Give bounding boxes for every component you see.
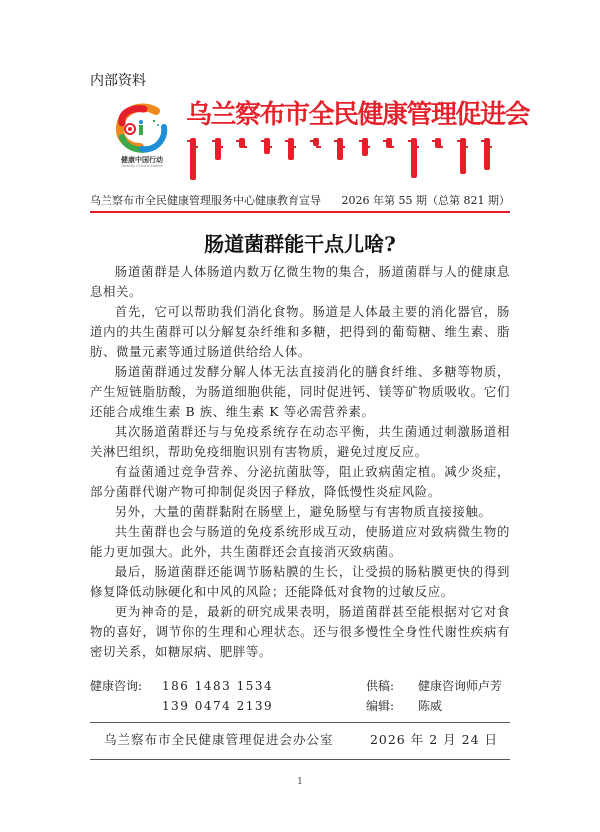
mongolian-glyph <box>411 138 417 178</box>
paragraph: 更为神奇的是，最新的研究成果表明，肠道菌群甚至能根据对它对食物的喜好，调节你的生理和心理状态。还与很多慢性全身性代谢性疾病有密切关系，如糖尿病、肥胖等。 <box>90 604 510 659</box>
mongolian-glyph <box>313 138 319 146</box>
author-name: 健康咨询师卢芳 <box>418 679 503 693</box>
spacer <box>90 696 162 716</box>
contact-block <box>90 676 510 716</box>
issuing-center: 乌兰察布市全民健康管理服务中心健康教育宣导 <box>90 194 321 207</box>
page-number: 1 <box>297 777 303 787</box>
article-title: 肠道菌群能干点儿啥? <box>204 232 396 256</box>
red-divider <box>90 211 510 213</box>
internal-material-label: 内部资料 <box>90 73 146 89</box>
phone-number: 186 1483 1534 <box>162 679 274 693</box>
paragraph: 首先，它可以帮助我们消化食物。肠道是人体最主要的消化器官，肠道内的共生菌群可以分解复杂纤维和多糖，把得到的葡萄糖、维生素、脂肪、微量元素等通过肠道供给给人体。 <box>90 304 510 359</box>
credits <box>366 676 502 716</box>
mongolian-glyph <box>484 138 490 170</box>
paragraph: 另外，大量的菌群黏附在肠壁上，避免肠壁与有害物质直接接触。 <box>114 504 492 519</box>
article-body <box>90 262 510 662</box>
mongolian-script-title <box>190 138 490 180</box>
consult-label: 健康咨询: <box>90 679 143 693</box>
paragraph: 有益菌通过竞争营养、分泌抗菌肽等，阻止致病菌定植。减少炎症，部分菌群代谢产物可抑制促炎因子释放，降低慢性炎症风险。 <box>90 464 510 499</box>
logo-caption: 健康中国行动 <box>121 156 163 164</box>
mongolian-glyph <box>337 138 343 160</box>
paragraph: 最后，肠道菌群还能调节肠粘膜的生长，让受损的肠粘膜更快的得到修复降低动脉硬化和中风的风险；还能降低对食物的过敏反应。 <box>90 564 510 599</box>
phone-number: 139 0474 2139 <box>162 699 274 713</box>
author-label: 供稿: <box>366 679 395 693</box>
footer-organization: 乌兰察布市全民健康管理促进会办公室 <box>104 732 334 747</box>
mongolian-glyph <box>190 138 196 180</box>
paragraph: 其次肠道菌群还与与免疫系统存在动态平衡，共生菌通过刺激肠道相关淋巴组织，帮助免疫细胞识别有害物质，避免过度反应。 <box>90 424 510 459</box>
consultation-phones <box>90 676 273 716</box>
paragraph: 肠道菌群是人体肠道内数万亿微生物的集合，肠道菌群与人的健康息息相关。 <box>90 264 510 299</box>
logo-subcaption: Healthy China Initiative <box>121 164 163 168</box>
organization-title: 乌兰察布市全民健康管理促进会 <box>186 100 530 130</box>
editor-label: 编辑: <box>366 699 395 713</box>
mongolian-glyph <box>239 138 245 148</box>
mongolian-glyph <box>288 138 294 160</box>
footer-top-rule <box>90 722 510 723</box>
mongolian-glyph <box>460 138 466 174</box>
mongolian-glyph <box>386 138 392 148</box>
footer-bottom-rule <box>90 759 510 760</box>
editor-name: 陈威 <box>418 699 443 713</box>
paragraph: 共生菌群也会与肠道的免疫系统形成互动，使肠道应对致病微生物的能力更加强大。此外，共生菌群还会直接消灭致病菌。 <box>90 524 510 559</box>
mongolian-glyph <box>215 138 221 160</box>
paragraph: 肠道菌群通过发酵分解人体无法直接消化的膳食纤维、多糖等物质，产生短链脂肪酸，为肠道细胞供能，同时促进钙、镁等矿物质吸收。它们还能合成维生素 B 族、维生素 K 等必需营养素。 <box>90 364 510 419</box>
mongolian-glyph <box>435 138 441 148</box>
mongolian-glyph <box>264 138 270 154</box>
mongolian-glyph <box>362 138 368 156</box>
issue-number: 2026 年第 55 期（总第 821 期） <box>341 194 510 207</box>
issue-info-line <box>90 192 510 208</box>
footer-date: 2026 年 2 月 24 日 <box>369 732 498 747</box>
